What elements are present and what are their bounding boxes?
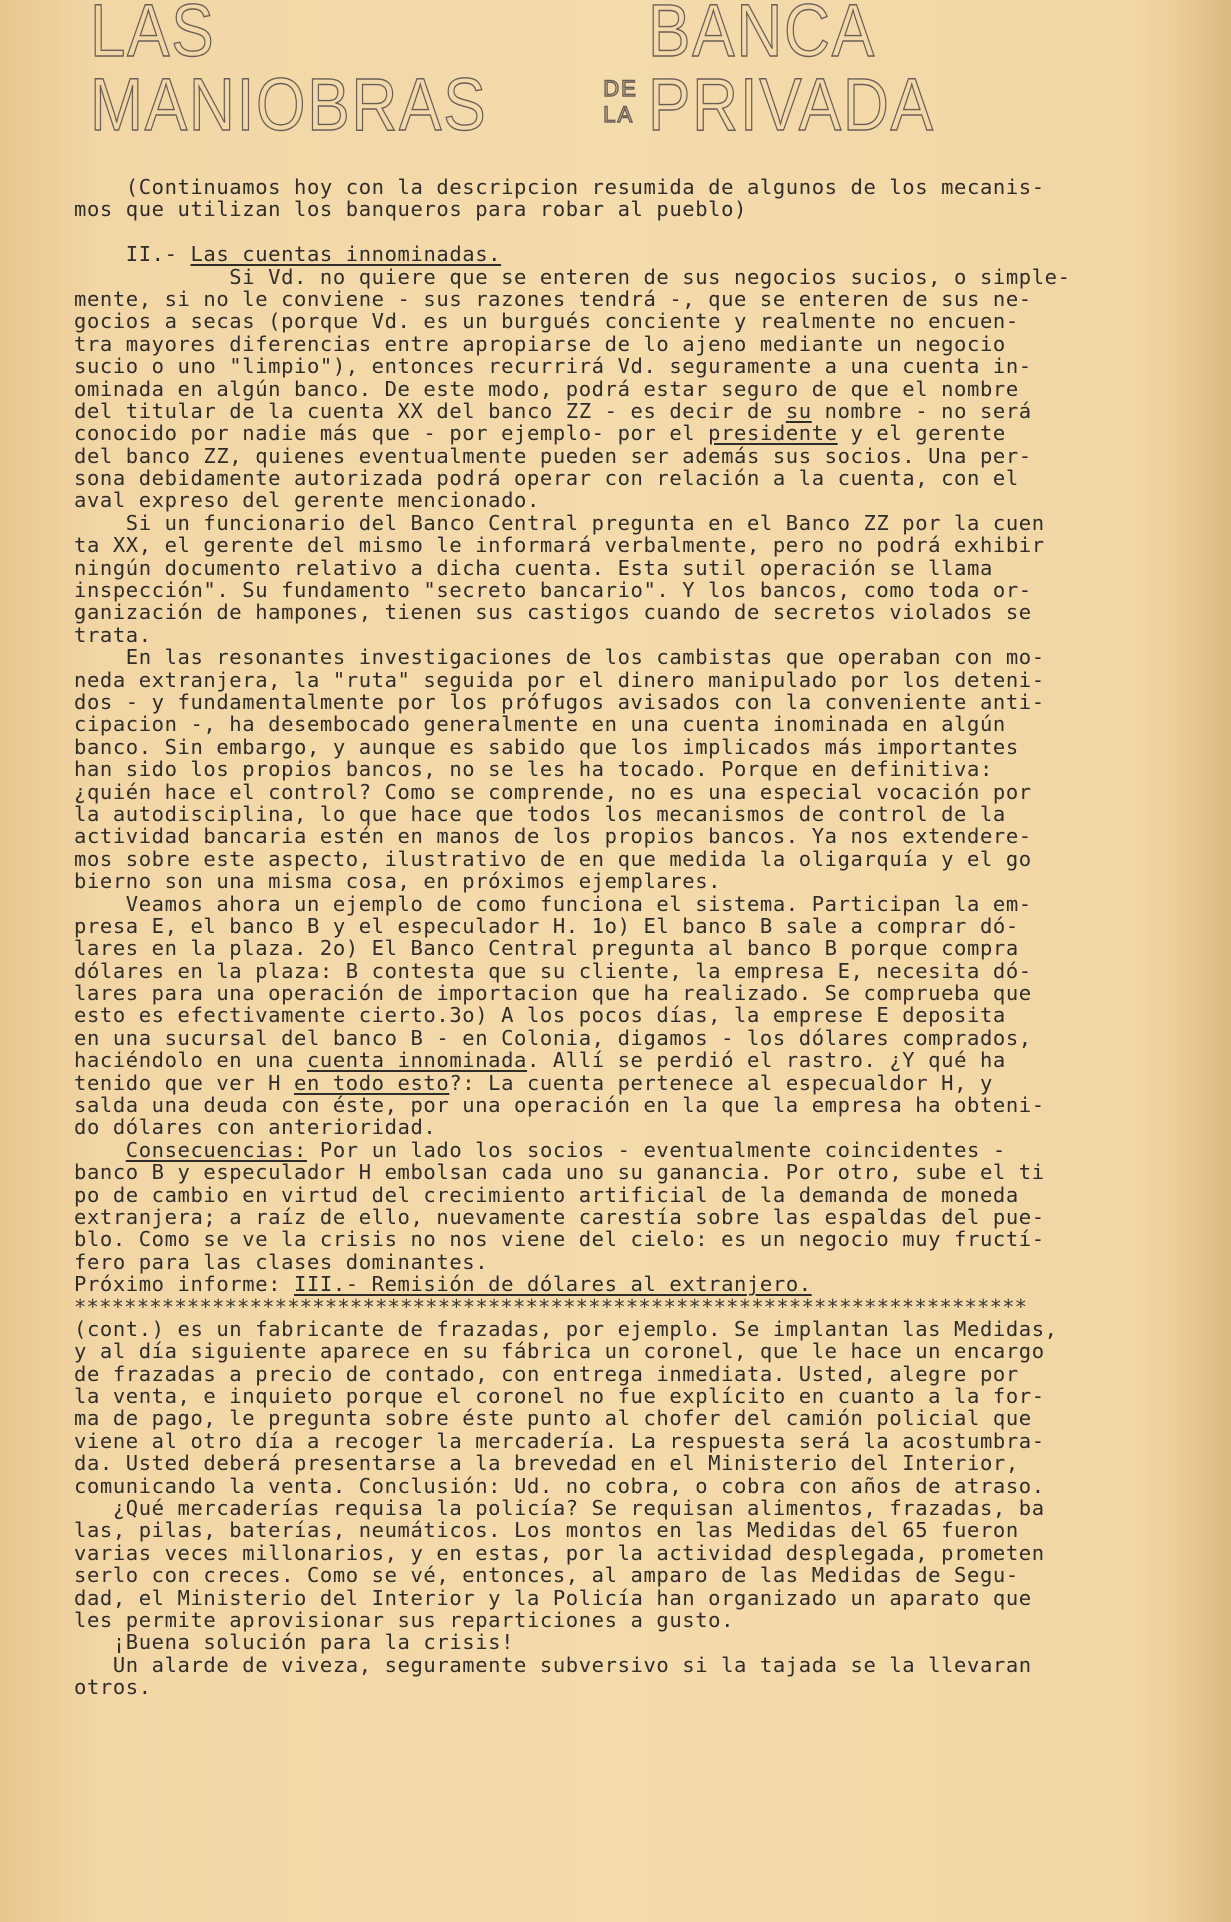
underlined-text: Consecuencias: xyxy=(125,1137,307,1162)
text-line xyxy=(74,1318,1154,1340)
text-segment: tenido que ver H xyxy=(74,1070,295,1095)
text-segment: dólares en la plaza: B contesta que su cliente, la empresa E, necesita dó- xyxy=(74,958,1032,983)
text-segment: otros. xyxy=(74,1675,152,1700)
text-segment: presa E, el banco B y el especulador H. 1o) El banco B sale a comprar dó- xyxy=(74,913,1019,938)
text-segment: fero para las clases dominantes. xyxy=(74,1249,489,1274)
text-segment: ¿quién hace el control? Como se comprende, no es una especial vocación por xyxy=(74,779,1032,804)
text-line xyxy=(74,1004,1154,1026)
underlined-text: III.- Remisión de dólares al extranjero. xyxy=(294,1272,812,1297)
text-segment: sona debidamente autorizada podrá operar con relación a la cuenta, con el xyxy=(74,466,1019,491)
text-line xyxy=(74,915,1154,937)
text-line xyxy=(74,1475,1154,1497)
text-line xyxy=(74,601,1154,623)
text-segment: inspección". Su fundamento "secreto bancario". Y los bancos, como toda or- xyxy=(74,578,1032,603)
text-line xyxy=(74,489,1154,511)
text-line xyxy=(74,1407,1154,1429)
text-segment: serlo con creces. Como se vé, entonces, al amparo de las Medidas de Segu- xyxy=(74,1563,1019,1588)
text-segment: aval expreso del gerente mencionado. xyxy=(74,488,540,513)
text-line xyxy=(74,333,1154,355)
text-segment: ?: La cuenta pertenece al especualdor H, y xyxy=(449,1070,993,1095)
text-segment: tra mayores diferencias entre apropiarse de lo ajeno mediante un negocio xyxy=(74,331,1006,356)
text-segment: dos - y fundamentalmente por los prófugos avisados con la conveniente anti- xyxy=(74,689,1045,714)
text-segment: de frazadas a precio de contado, con entrega inmediata. Usted, alegre por xyxy=(74,1361,1019,1386)
text-line xyxy=(74,1519,1154,1541)
text-line xyxy=(74,1542,1154,1564)
title-connector-bottom: LA xyxy=(603,102,635,127)
text-segment: Veamos ahora un ejemplo de como funciona el sistema. Participan la em- xyxy=(74,891,1032,916)
text-segment: comunicando la venta. Conclusión: Ud. no cobra, o cobra con años de atraso. xyxy=(74,1473,1045,1498)
text-line xyxy=(74,1251,1154,1273)
underlined-text: en todo esto xyxy=(294,1070,450,1095)
text-line xyxy=(74,1587,1154,1609)
text-segment: mente, si no le conviene - sus razones tendrá -, que se enteren de sus ne- xyxy=(74,286,1032,311)
title-connector xyxy=(603,76,638,128)
text-segment: salda una deuda con éste, por una operación en la que la empresa ha obteni- xyxy=(74,1093,1045,1118)
text-segment: (Continuamos hoy con la descripcion resumida de algunos de los mecanis- xyxy=(74,175,1045,199)
text-line xyxy=(74,1273,1154,1295)
text-segment: ominada en algún banco. De este modo, podrá estar seguro de que el nombre xyxy=(74,376,1019,401)
text-line xyxy=(74,1116,1154,1138)
text-line xyxy=(74,893,1154,915)
text-line xyxy=(74,1072,1154,1094)
text-line xyxy=(74,1363,1154,1385)
text-segment: Si Vd. no quiere que se enteren de sus negocios sucios, o simple- xyxy=(74,264,1071,289)
text-line xyxy=(74,243,1154,265)
text-line xyxy=(74,266,1154,288)
text-line xyxy=(74,1497,1154,1519)
text-line xyxy=(74,198,1154,220)
text-line xyxy=(74,758,1154,780)
text-segment: neda extranjera, la "ruta" seguida por el dinero manipulado por los deteni- xyxy=(74,667,1045,692)
text-line xyxy=(74,1296,1154,1318)
text-segment: en una sucursal del banco B - en Colonia, digamos - los dólares comprados, xyxy=(74,1025,1032,1050)
text-line xyxy=(74,1340,1154,1362)
text-line xyxy=(74,646,1154,668)
text-line xyxy=(74,1049,1154,1071)
text-segment: actividad bancaria estén en manos de los propios bancos. Ya nos extendere- xyxy=(74,824,1032,849)
text-segment: (cont.) es un fabricante de frazadas, por ejemplo. Se implantan las Medidas, xyxy=(74,1316,1058,1341)
text-segment: ma de pago, le pregunta sobre éste punto al chofer del camión policial que xyxy=(74,1406,1032,1431)
text-line xyxy=(74,1094,1154,1116)
text-line xyxy=(74,1452,1154,1474)
text-line xyxy=(74,1564,1154,1586)
text-segment: ¿Qué mercaderías requisa la policía? Se requisan alimentos, frazadas, ba xyxy=(74,1496,1045,1521)
text-line xyxy=(74,848,1154,870)
text-segment: ta XX, el gerente del mismo le informará verbalmente, pero no podrá exhibir xyxy=(74,533,1045,558)
text-line xyxy=(74,176,1154,198)
text-line xyxy=(74,825,1154,847)
text-segment: la autodisciplina, lo que hace que todos los mecanismos de control de la xyxy=(74,801,1006,826)
text-line xyxy=(74,1385,1154,1407)
text-line xyxy=(74,288,1154,310)
underlined-text: Las cuentas innominadas. xyxy=(190,242,502,267)
text-segment: ¡Buena solución para la crisis! xyxy=(74,1630,515,1655)
text-line xyxy=(74,1206,1154,1228)
text-segment: da. Usted deberá presentarse a la brevedad en el Ministerio del Interior, xyxy=(74,1451,1019,1476)
text-segment: . Allí se perdió el rastro. ¿Y qué ha xyxy=(526,1048,1006,1073)
text-segment xyxy=(74,1138,126,1162)
text-line xyxy=(74,310,1154,332)
text-segment: trata. xyxy=(74,622,152,647)
text-segment: Por un lado los socios - eventualmente coincidentes - xyxy=(306,1137,1006,1162)
text-line xyxy=(74,378,1154,400)
text-segment: del titular de la cuenta XX del banco ZZ - es decir de xyxy=(74,398,786,423)
text-segment: han sido los propios bancos, no se les ha tocado. Porque en definitiva: xyxy=(74,757,993,782)
text-segment: II.- xyxy=(74,242,191,267)
text-segment: conocido por nadie más que - por ejemplo- por el xyxy=(74,421,709,446)
underlined-text: cuenta innominada xyxy=(306,1048,527,1073)
text-segment: las, pilas, baterías, neumáticos. Los montos en las Medidas del 65 fueron xyxy=(74,1518,1019,1543)
text-segment: dad, el Ministerio del Interior y la Policía han organizado un aparato que xyxy=(74,1585,1032,1610)
text-segment: lares para una operación de importacion que ha realizado. Se comprueba que xyxy=(74,981,1032,1006)
text-line xyxy=(74,467,1154,489)
text-segment: esto es efectivamente cierto.3o) A los pocos días, la emprese E deposita xyxy=(74,1003,1006,1028)
text-segment: viene al otro día a recoger la mercadería. La respuesta será la acostumbra- xyxy=(74,1428,1045,1453)
text-line xyxy=(74,781,1154,803)
text-segment: haciéndolo en una xyxy=(74,1048,307,1073)
text-line xyxy=(74,1027,1154,1049)
text-segment: la venta, e inquieto porque el coronel no fue explícito en cuanto a la for- xyxy=(74,1384,1045,1409)
text-line xyxy=(74,1676,1154,1698)
text-line xyxy=(74,1430,1154,1452)
text-line xyxy=(74,713,1154,735)
text-segment: lares en la plaza. 2o) El Banco Central pregunta al banco B porque compra xyxy=(74,936,1019,961)
text-line xyxy=(74,1654,1154,1676)
text-segment: bierno son una misma cosa, en próximos ejemplares. xyxy=(74,869,722,894)
text-segment: y el gerente xyxy=(837,421,1006,446)
text-line xyxy=(74,557,1154,579)
text-line xyxy=(74,579,1154,601)
text-line xyxy=(74,445,1154,467)
text-segment: gocios a secas (porque Vd. es un burgués conciente y realmente no encuen- xyxy=(74,309,1019,334)
underlined-text: presidente xyxy=(708,421,838,446)
text-segment: cipacion -, ha desembocado generalmente en una cuenta inominada en algún xyxy=(74,712,1006,737)
text-segment: y al día siguiente aparece en su fábrica un coronel, que le hace un encargo xyxy=(74,1339,1045,1364)
text-line xyxy=(74,691,1154,713)
text-line xyxy=(74,221,1154,243)
text-line xyxy=(74,1139,1154,1161)
text-line xyxy=(74,669,1154,691)
text-line xyxy=(74,937,1154,959)
text-segment: po de cambio en virtud del crecimiento artificial de la demanda de moneda xyxy=(74,1182,1019,1207)
text-line xyxy=(74,512,1154,534)
text-segment: del banco ZZ, quienes eventualmente pueden ser además sus socios. Una per- xyxy=(74,443,1032,468)
text-segment: sucio o uno "limpio"), entonces recurrirá Vd. seguramente a una cuenta in- xyxy=(74,354,1032,379)
text-line xyxy=(74,960,1154,982)
text-segment: ningún documento relativo a dicha cuenta. Esta sutil operación se llama xyxy=(74,555,993,580)
text-line xyxy=(74,422,1154,444)
text-line xyxy=(74,400,1154,422)
text-segment: do dólares con anterioridad. xyxy=(74,1115,437,1140)
text-line xyxy=(74,534,1154,556)
text-segment: nombre - no será xyxy=(811,398,1032,423)
title-part-2: BANCA PRIVADA xyxy=(647,0,935,146)
text-line xyxy=(74,736,1154,758)
article-body xyxy=(74,176,1154,1699)
text-line xyxy=(74,1609,1154,1631)
text-segment: extranjera; a raíz de ello, nuevamente carestía sobre las espaldas del pue- xyxy=(74,1204,1045,1229)
text-line xyxy=(74,1631,1154,1653)
text-segment: blo. Como se ve la crisis no nos viene del cielo: es un negocio muy fructí- xyxy=(74,1227,1045,1252)
title-connector-top: DE xyxy=(603,76,638,101)
page-title xyxy=(90,0,1150,146)
text-line xyxy=(74,624,1154,646)
text-line xyxy=(74,1184,1154,1206)
text-segment: ganización de hampones, tienen sus castigos cuando de secretos violados se xyxy=(74,600,1032,625)
text-segment: mos sobre este aspecto, ilustrativo de en que medida la oligarquía y el go xyxy=(74,846,1032,871)
text-segment: Si un funcionario del Banco Central pregunta en el Banco ZZ por la cuen xyxy=(74,510,1045,535)
text-segment: banco B y especulador H embolsan cada uno su ganancia. Por otro, sube el ti xyxy=(74,1160,1045,1185)
separator-stars: **************************************************************************** xyxy=(74,1294,1028,1319)
text-segment: banco. Sin embargo, y aunque es sabido que los implicados más importantes xyxy=(74,734,1019,759)
text-segment: Un alarde de viveza, seguramente subversivo si la tajada se la llevaran xyxy=(74,1652,1032,1677)
text-line xyxy=(74,1161,1154,1183)
text-segment: Próximo informe: xyxy=(74,1272,295,1297)
text-line xyxy=(74,803,1154,825)
paper-edge-shadow xyxy=(1171,0,1231,1922)
text-segment: En las resonantes investigaciones de los cambistas que operaban con mo- xyxy=(74,645,1045,670)
text-segment: mos que utilizan los banqueros para robar al pueblo) xyxy=(74,197,747,222)
title-part-1: LAS MANIOBRAS xyxy=(90,0,488,146)
text-segment: les permite aprovisionar sus reparticiones a gusto. xyxy=(74,1608,735,1632)
underlined-text: su xyxy=(785,398,812,423)
text-line xyxy=(74,1228,1154,1250)
text-segment: varias veces millonarios, y en estas, por la actividad desplegada, prometen xyxy=(74,1540,1045,1565)
text-line xyxy=(74,870,1154,892)
text-line xyxy=(74,982,1154,1004)
text-line xyxy=(74,355,1154,377)
